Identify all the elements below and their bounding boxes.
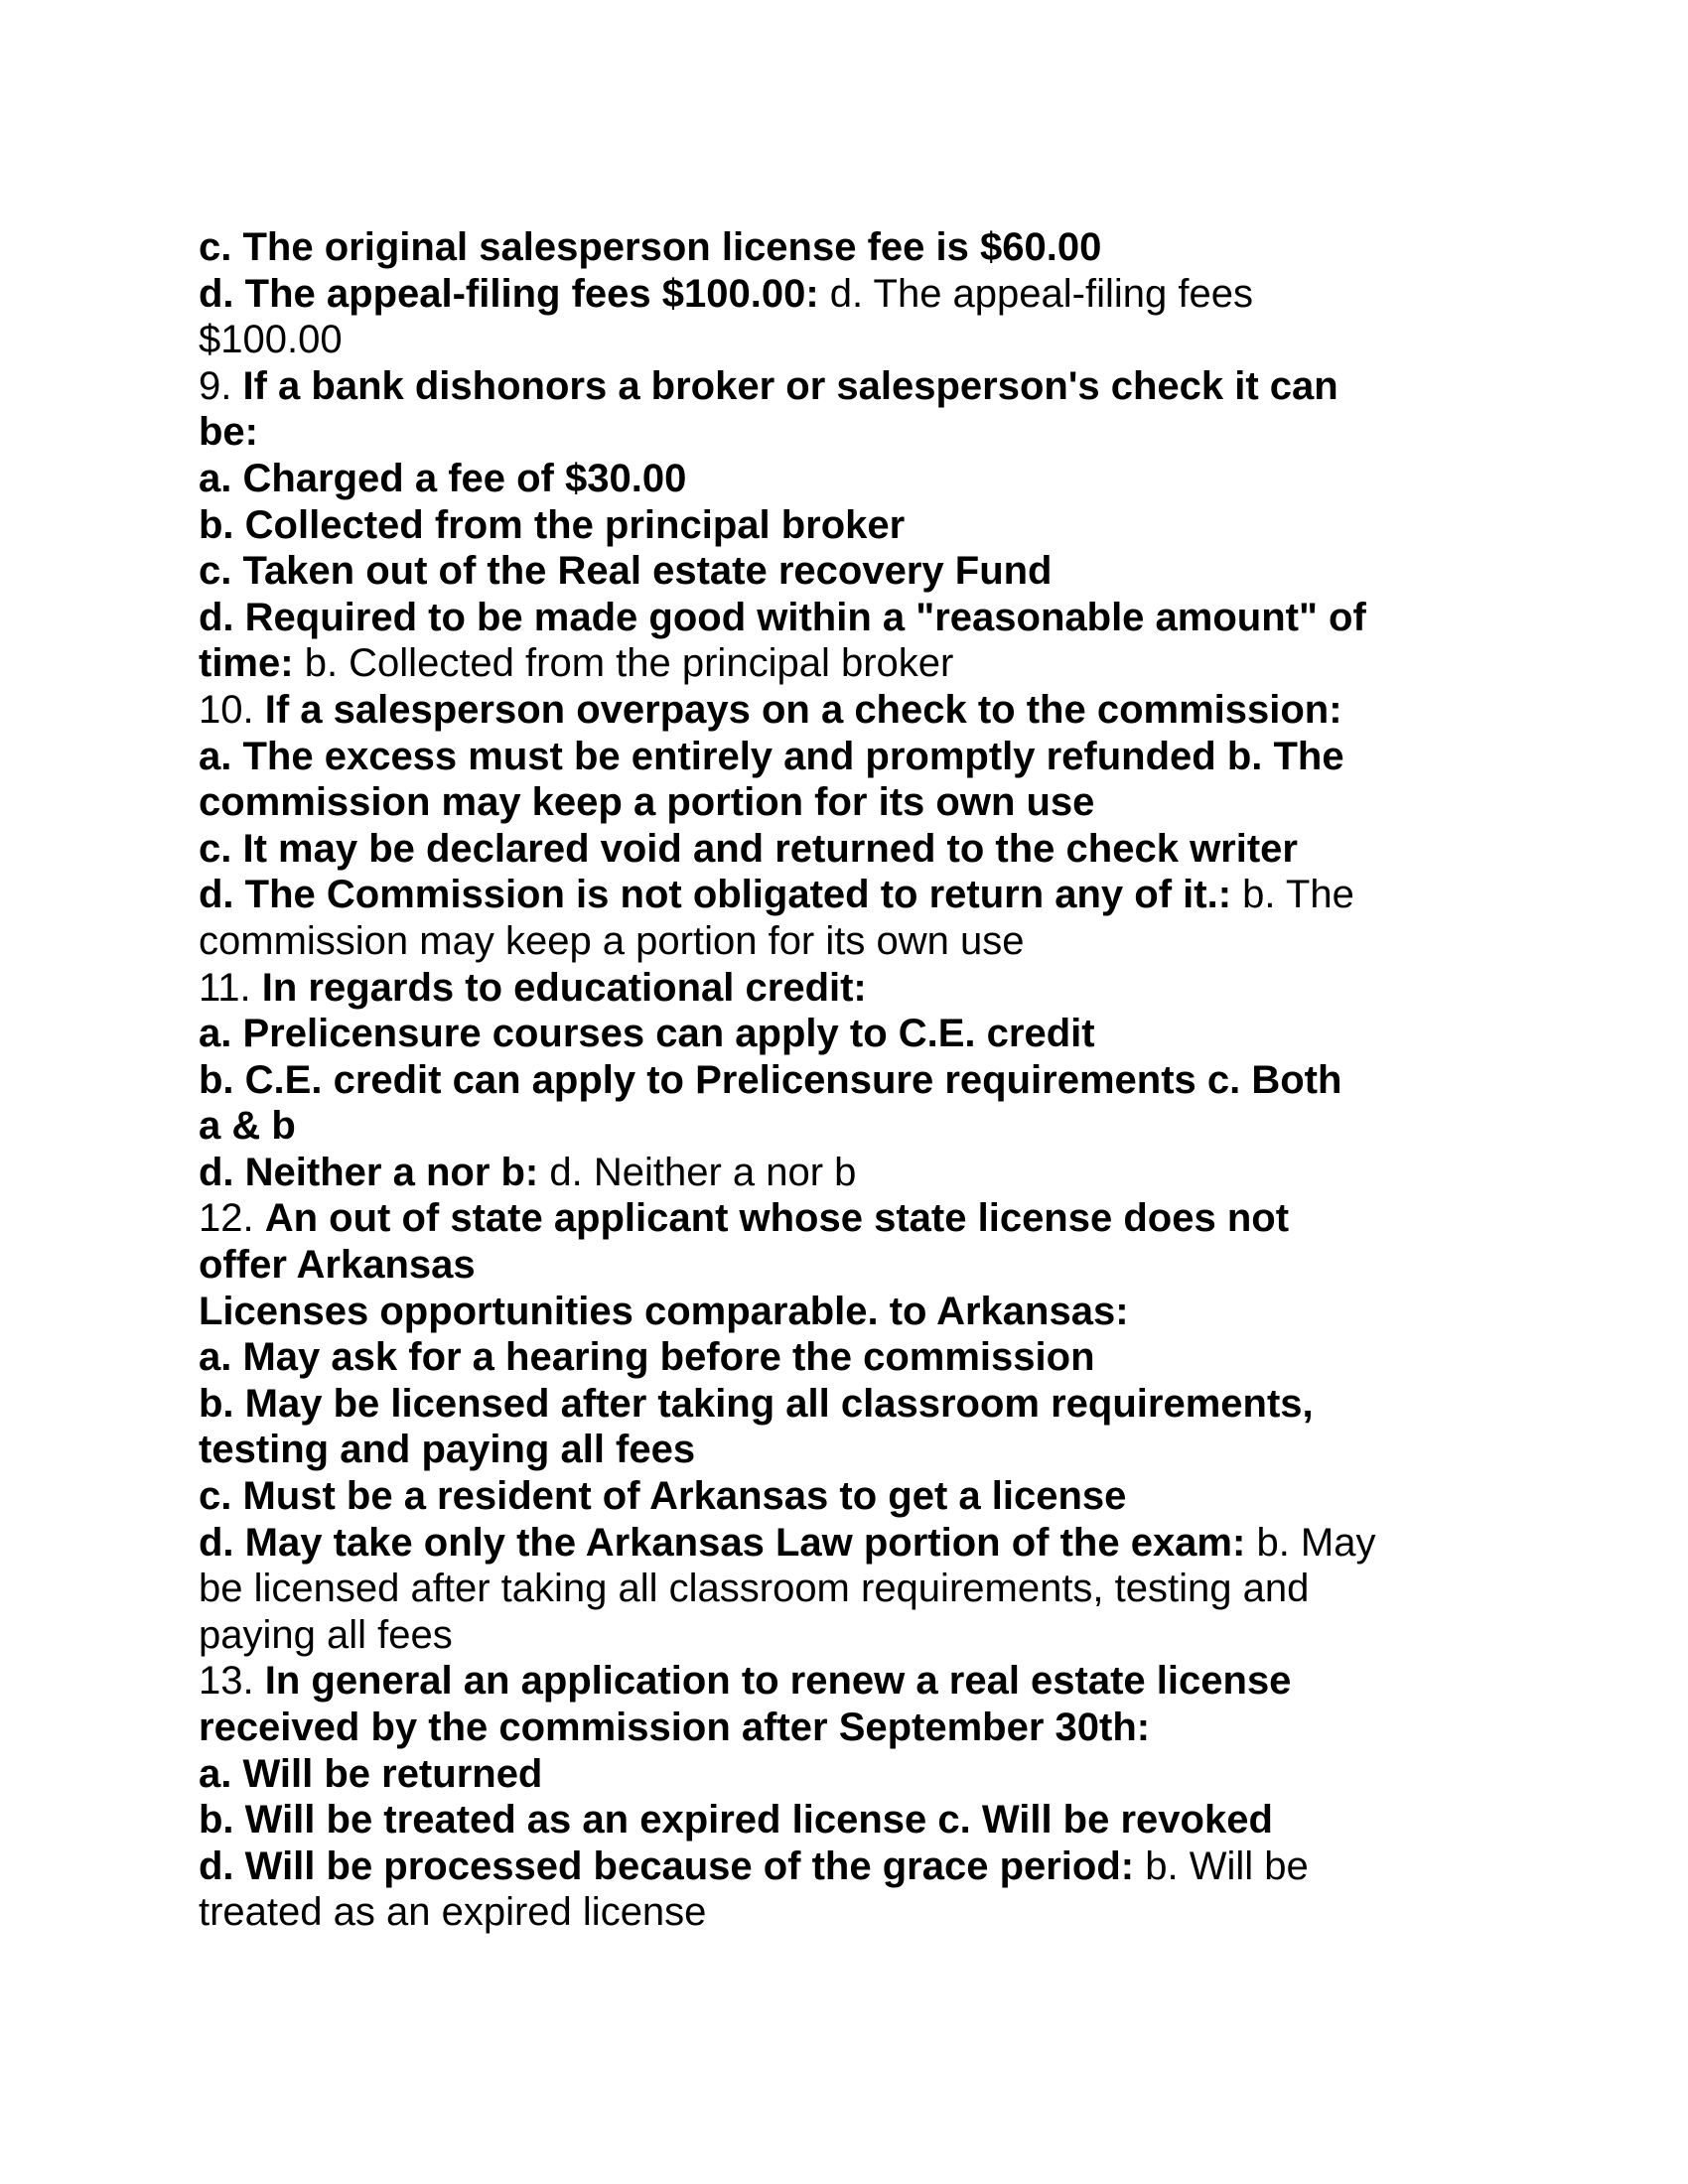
text-line — [199, 363, 1489, 410]
text-line — [199, 1195, 1489, 1242]
answer-text: $100.00 — [199, 318, 343, 362]
text-line — [199, 687, 1489, 734]
question-text: b. C.E. credit can apply to Prelicensure requirements c. Both — [199, 1057, 1342, 1102]
text-line — [199, 1612, 1489, 1659]
question-text: c. Must be a resident of Arkansas to get a license — [199, 1474, 1127, 1519]
answer-text: d. The appeal-filing fees — [818, 271, 1253, 316]
text-line — [199, 502, 1489, 549]
question-text: b. Will be treated as an expired license c. Will be revoked — [199, 1798, 1273, 1843]
text-line — [199, 1705, 1489, 1751]
text-line — [199, 1057, 1489, 1104]
text-line — [199, 548, 1489, 595]
text-line — [199, 1289, 1489, 1335]
text-line — [199, 1658, 1489, 1705]
text-line — [199, 918, 1489, 965]
text-line — [199, 1334, 1489, 1381]
question-text: c. It may be declared void and returned to the check writer — [199, 826, 1298, 871]
text-line — [199, 271, 1489, 318]
text-line — [199, 1427, 1489, 1473]
question-text: In regards to educational credit: — [261, 965, 867, 1010]
question-text: be: — [199, 410, 258, 455]
text-line — [199, 317, 1489, 363]
question-text: a & b — [199, 1104, 296, 1149]
question-text: Licenses opportunities comparable. to Arkansas: — [199, 1289, 1129, 1333]
text-line — [199, 1520, 1489, 1567]
text-line — [199, 1473, 1489, 1520]
question-text: In general an application to renew a real estate license — [264, 1659, 1292, 1704]
question-text: commission may keep a portion for its own use — [199, 780, 1095, 825]
answer-text: b. May — [1245, 1520, 1376, 1565]
answer-text: 12. — [199, 1196, 265, 1241]
answer-text: 13. — [199, 1659, 265, 1704]
answer-text: commission may keep a portion for its own use — [199, 918, 1025, 963]
text-line — [199, 1103, 1489, 1150]
question-text: a. Prelicensure courses can apply to C.E. credit — [199, 1012, 1095, 1056]
answer-text: be licensed after taking all classroom requirements, testing and — [199, 1567, 1310, 1611]
answer-text: b. Will be — [1134, 1843, 1309, 1888]
question-text: d. The Commission is not obligated to return any of it.: — [199, 873, 1232, 917]
question-text: d. May take only the Arkansas Law portion of the exam: — [199, 1520, 1246, 1565]
question-text: If a bank dishonors a broker or salesperson's check it can — [242, 363, 1338, 408]
text-line — [199, 872, 1489, 918]
question-text: b. Collected from the principal broker — [199, 502, 906, 547]
text-line — [199, 779, 1489, 826]
text-line — [199, 224, 1489, 271]
question-text: testing and paying all fees — [199, 1428, 696, 1472]
text-line — [199, 734, 1489, 780]
text-line — [199, 1566, 1489, 1612]
text-line — [199, 456, 1489, 502]
question-text: c. The original salesperson license fee is $60.00 — [199, 225, 1102, 269]
question-text: d. Neither a nor b: — [199, 1150, 539, 1194]
question-text: b. May be licensed after taking all classroom requirements, — [199, 1381, 1314, 1426]
question-text: a. May ask for a hearing before the commission — [199, 1335, 1095, 1380]
question-text: d. Will be processed because of the grace period: — [199, 1843, 1135, 1888]
answer-text: 11. — [199, 965, 262, 1010]
question-text: a. Will be returned — [199, 1751, 543, 1796]
answer-text: d. Neither a nor b — [538, 1150, 857, 1194]
answer-text: 9. — [199, 363, 243, 408]
text-line — [199, 640, 1489, 687]
question-text: a. Charged a fee of $30.00 — [199, 456, 687, 500]
question-text: time: — [199, 641, 294, 686]
question-text: An out of state applicant whose state license does not — [264, 1196, 1290, 1241]
text-line — [199, 1751, 1489, 1798]
answer-text: b. The — [1231, 873, 1354, 917]
text-line — [199, 1843, 1489, 1890]
text-line — [199, 1797, 1489, 1843]
question-text: offer Arkansas — [199, 1243, 476, 1288]
text-line — [199, 1381, 1489, 1428]
question-text: d. The appeal-filing fees $100.00: — [199, 271, 819, 316]
answer-text: paying all fees — [199, 1612, 453, 1657]
answer-text: b. Collected from the principal broker — [293, 641, 954, 686]
answer-text: treated as an expired license — [199, 1890, 707, 1935]
text-line — [199, 826, 1489, 873]
text-line — [199, 1150, 1489, 1196]
question-text: a. The excess must be entirely and promptly refunded b. The — [199, 734, 1344, 778]
text-line — [199, 1011, 1489, 1057]
text-line — [199, 409, 1489, 456]
question-text: If a salesperson overpays on a check to the commission: — [264, 687, 1342, 732]
text-line — [199, 1242, 1489, 1289]
document-page — [199, 224, 1489, 1936]
question-text: d. Required to be made good within a "reasonable amount" of — [199, 595, 1366, 639]
text-line — [199, 1889, 1489, 1936]
text-line — [199, 965, 1489, 1012]
text-line — [199, 595, 1489, 641]
question-text: c. Taken out of the Real estate recovery Fund — [199, 549, 1053, 594]
answer-text: 10. — [199, 687, 265, 732]
question-text: received by the commission after September 30th: — [199, 1706, 1151, 1749]
